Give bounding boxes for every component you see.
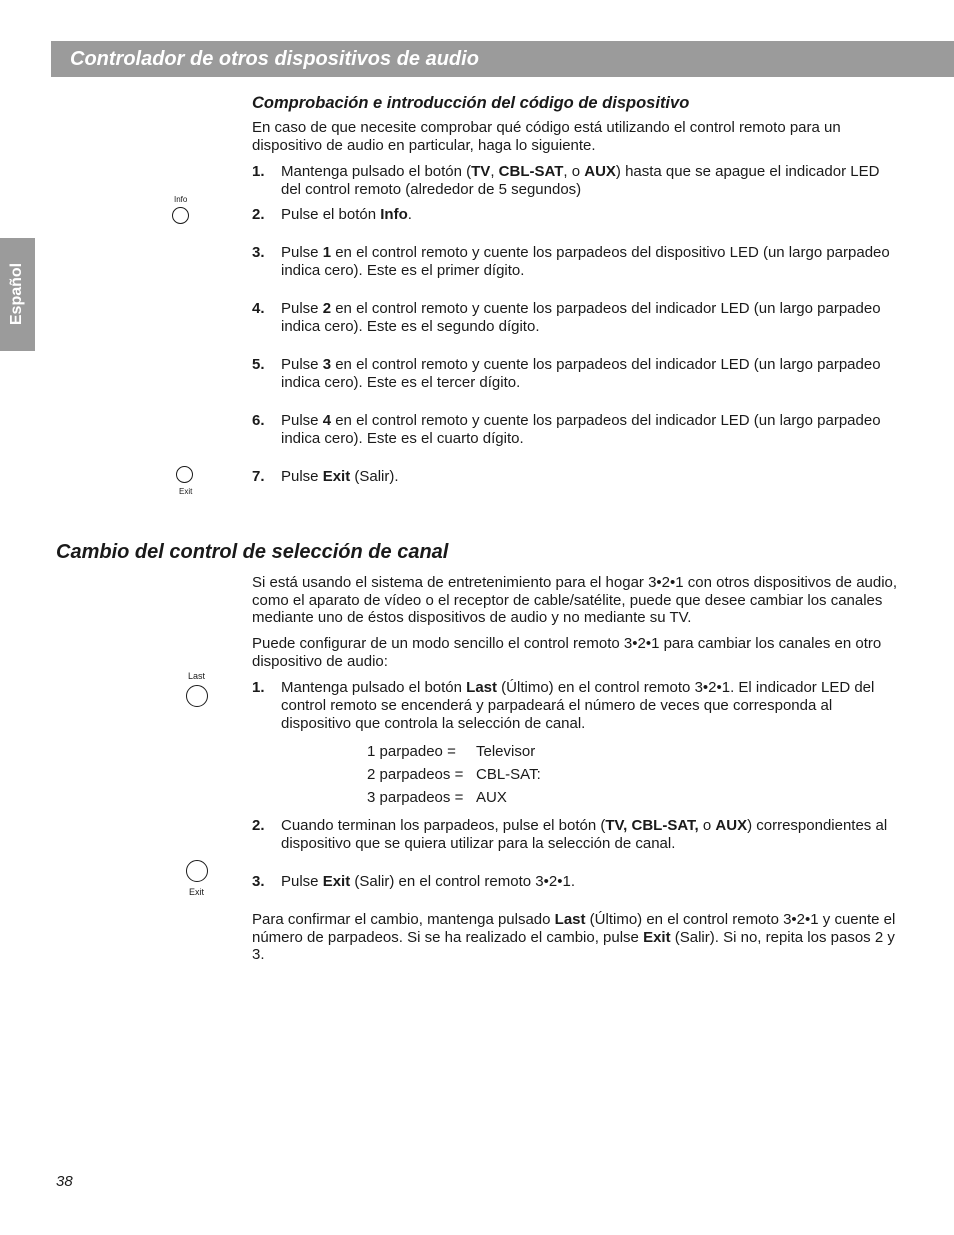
step-number: 1.: [252, 679, 265, 696]
language-side-tab: [0, 238, 35, 351]
step-number: 2.: [252, 817, 265, 834]
step-text: Pulse el botón Info.: [281, 206, 412, 223]
step-text: Cuando terminan los parpadeos, pulse el botón (TV, CBL-SAT, o AUX) correspondientes al dispositivo que se quiera utilizar para la selección de canal.: [281, 817, 888, 852]
header-bar: [51, 41, 954, 77]
header-title: Controlador de otros dispositivos de audio: [70, 48, 479, 70]
code-blinks: 2 parpadeos =: [367, 766, 464, 783]
step-text: Mantenga pulsado el botón Last (Último) en el control remoto 3•2•1. El indicador LED del control remoto se encenderá y parpadeará el número de veces que corresponda al dispositivo que controla la selección de canal.: [281, 679, 875, 732]
side-tab-label: Español: [8, 262, 25, 326]
confirm-paragraph: Para confirmar el cambio, mantenga pulsado Last (Último) en el control remoto 3•2•1 y cuente el número de parpadeos. Si se ha realizado el cambio, pulse Exit (Salir). Si no, repita los pasos 2 y 3.: [252, 911, 896, 963]
code-blinks: 1 parpadeo =: [367, 743, 456, 760]
code-device: Televisor: [476, 743, 536, 760]
last-button-icon: [186, 685, 208, 707]
step-text: Pulse 3 en el control remoto y cuente los parpadeos del indicador LED (un largo parpadeo indica cero). Este es el tercer dígito.: [281, 356, 881, 391]
step-text: Pulse 4 en el control remoto y cuente los parpadeos del indicador LED (un largo parpadeo indica cero). Este es el cuarto dígito.: [281, 412, 881, 447]
last-button-label: Last: [188, 671, 206, 681]
step-number: 1.: [252, 163, 265, 180]
exit-button-icon: [186, 860, 208, 882]
section2-title: Cambio del control de selección de canal: [56, 541, 449, 563]
step-number: 2.: [252, 206, 265, 223]
step-text: Pulse Exit (Salir).: [281, 468, 399, 485]
section1-intro: En caso de que necesite comprobar qué código está utilizando el control remoto para un dispositivo de audio en particular, haga lo siguiente.: [252, 119, 841, 154]
step-text: Mantenga pulsado el botón (TV, CBL-SAT, o AUX) hasta que se apague el indicador LED del control remoto (alrededor de 5 segundos): [281, 163, 880, 198]
exit-button-label: Exit: [179, 487, 193, 496]
step-number: 4.: [252, 300, 265, 317]
code-device: CBL-SAT:: [476, 766, 541, 783]
step-text: Pulse 1 en el control remoto y cuente los parpadeos del dispositivo LED (un largo parpadeo indica cero). Este es el primer dígito.: [281, 244, 890, 279]
step-text: Pulse Exit (Salir) en el control remoto 3•2•1.: [281, 873, 575, 890]
section2-intro-second: Puede configurar de un modo sencillo el control remoto 3•2•1 para cambiar los canales en otro dispositivo de audio:: [252, 635, 882, 670]
step-number: 7.: [252, 468, 265, 485]
code-blinks: 3 parpadeos =: [367, 789, 464, 806]
info-button-label: Info: [174, 195, 188, 204]
exit-button-label: Exit: [189, 887, 205, 897]
section2-intro: Si está usando el sistema de entretenimiento para el hogar 3•2•1 con otros dispositivos de audio, como el aparato de vídeo o el receptor de cable/satélite, puede que desee cambiar los canales mediante uno de éstos dispositivos de audio y no mediante su TV.: [252, 574, 898, 626]
step-number: 5.: [252, 356, 265, 373]
step-number: 3.: [252, 873, 265, 890]
exit-button-icon: [176, 466, 193, 483]
step-text: Pulse 2 en el control remoto y cuente los parpadeos del indicador LED (un largo parpadeo indica cero). Este es el segundo dígito.: [281, 300, 881, 335]
section1-subtitle: Comprobación e introducción del código de dispositivo: [252, 94, 690, 112]
code-device: AUX: [476, 789, 507, 806]
step-number: 3.: [252, 244, 265, 261]
info-button-icon: [172, 207, 189, 224]
step-number: 6.: [252, 412, 265, 429]
page-number: 38: [56, 1173, 73, 1190]
